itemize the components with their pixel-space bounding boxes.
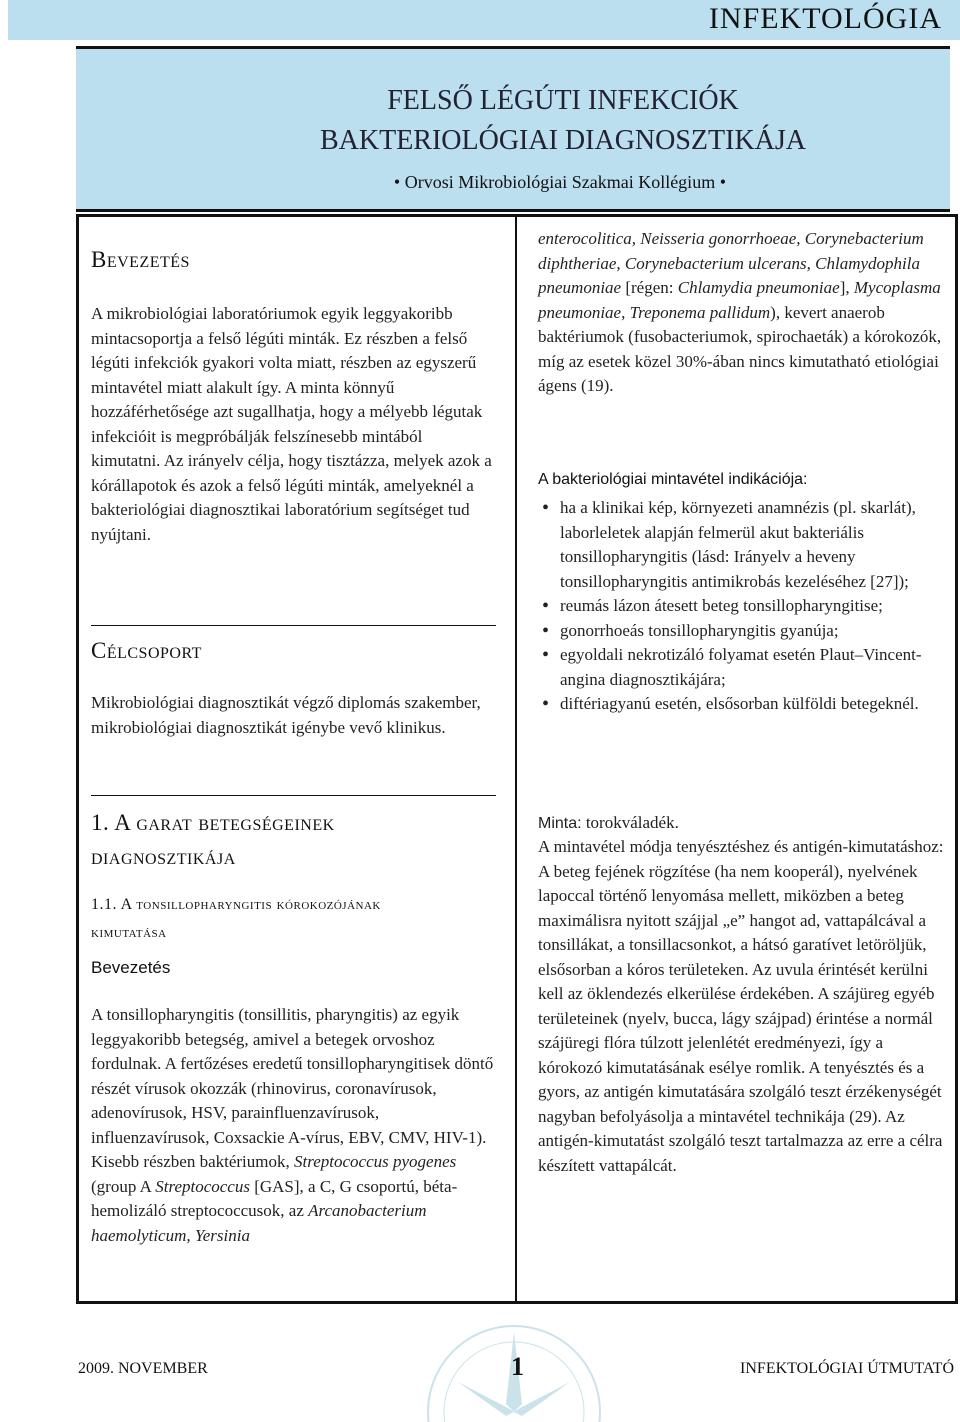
section-divider bbox=[91, 795, 496, 796]
indication-list bbox=[538, 496, 948, 717]
sampling-method-text: A mintavétel módja tenyésztéshez és antigén-kimutatáshoz: A beteg fejének rögzítése (ha nem kooperál), nyelvének lapoccal történő lenyomása mellett, miközben a beteg maximálisra nyitott szájjal „e” hangot ad, vattapálcával a tonsillákat, a tonsillacsonkot, a hátsó garatívet letöröljük, elsősorban a kóros területeken. Az uvula érintését kerülni kell az öklendezés elkerülése érdekében. A szájüreg egyéb területeinek (nyelv, bucca, lágy szájpad) érintése a normál szájüregi flóra túlzott jelenlétét eredményezi, így a kórokozó kimutatásának esélye romlik. A tenyésztés és a gyors, az antigén kimutatására szolgáló teszt érzékenységét nagyban befolyásolja a mintavétel technikája (29). Az antigén-kimutatást szolgáló teszt tartalmazza az erre a célra készített vattapálcát. bbox=[538, 837, 944, 1175]
celcsoport-text: Mikrobiológiai diagnosztikát végző diplomás szakember, mikrobiológiai diagnosztikát igénybe vevő klinikus. bbox=[91, 693, 481, 737]
footer-publication: INFEKTOLÓGIAI ÚTMUTATÓ bbox=[740, 1360, 954, 1377]
bevezetes-heading: Bevezetés bbox=[91, 247, 190, 272]
species-name: Streptococcus bbox=[155, 1176, 250, 1196]
species-name: Arcanobacterium haemolyticum, Yersinia bbox=[91, 1201, 427, 1245]
sample-line: Minta: torokváladék. bbox=[538, 813, 679, 832]
header-banner bbox=[8, 0, 960, 40]
species-name: Streptococcus pyogenes bbox=[294, 1152, 457, 1171]
list-item: • diftériagyanú esetén, elsősorban külföldi betegeknél. bbox=[538, 692, 948, 717]
tonsillopharyngitis-text: A tonsillopharyngitis (tonsillitis, pharyngitis) az egyik leggyakoribb betegség, amivel a betegek orvoshoz fordulnak. A fertőzéses eredetű tonsillopharyngitisek döntő részét vírusok okozzák (rhinovirus, coronavírusok, adenovírusok, HSV, parainfluenzavírusok, influenzavírusok, Coxsackie A-vírus, EBV, CMV, HIV-1). Kisebb részben baktériumok, Streptococcus pyogenes (group A Streptococcus [GAS], a C, G csoportú, béta-hemolizáló streptococcusok, az Arcanobacterium haemolyticum, Yersinia bbox=[91, 1005, 494, 1245]
title-line-2: BAKTERIOLÓGIAI DIAGNOSZTIKÁJA bbox=[319, 125, 807, 156]
section-label: INFEKTOLÓGIA bbox=[708, 2, 942, 35]
list-item: • egyoldali nekrotizáló folyamat esetén Plaut–Vincent-angina diagnosztikájára; bbox=[538, 643, 948, 692]
footer-date: 2009. NOVEMBER bbox=[78, 1360, 208, 1377]
section-1-heading: 1. A garat betegségeinek diagnosztikája bbox=[91, 810, 335, 869]
subsection-heading: Bevezetés bbox=[91, 958, 171, 977]
indication-heading: A bakteriológiai mintavétel indikációja: bbox=[538, 471, 808, 488]
page-number: 1 bbox=[511, 1352, 524, 1381]
right-column bbox=[515, 214, 958, 1304]
list-item: • gonorrhoeás tonsillopharyngitis gyanúja; bbox=[538, 619, 948, 644]
left-column bbox=[76, 214, 518, 1304]
bevezetes-text: A mikrobiológiai laboratóriumok egyik leggyakoribb mintacsoportja a felső légúti minták. Ez részben a felső légúti infekciók gyakori volta miatt, részben az egyszerű mintavétel miatt alakult így. A minta könnyű hozzáférhetősége azt sugallhatja, hogy a mélyebb légutak infekcióit is megpróbálják felszínesebb mintából kimutatni. Az irányelv célja, hogy tisztázza, melyek azok a kórállapotok és azok a felső légúti minták, amelyeknél a bakteriológiai diagnosztikai laboratórium segítséget tud nyújtani. bbox=[91, 304, 492, 544]
author-byline: • Orvosi Mikrobiológiai Szakmai Kollégium • bbox=[393, 172, 726, 192]
title-box bbox=[76, 46, 950, 212]
list-item: • reumás lázon átesett beteg tonsillopharyngitise; bbox=[538, 594, 948, 619]
sample-label: Minta: bbox=[538, 815, 582, 832]
section-divider bbox=[91, 625, 496, 626]
celcsoport-heading: Célcsoport bbox=[91, 638, 202, 663]
etiology-continuation: enterocolitica, Neisseria gonorrhoeae, Corynebacterium diphtheriae, Corynebacterium ulcerans, Chlamydophila pneumoniae [régen: Chlamydia pneumoniae], Mycoplasma pneumoniae, Treponema pallidum), kevert anaerob baktériumok (fusobacteriumok, spirochaeták) a kórokozók, míg az esetek közel 30%-ában nincs kimutatható etiológiai ágens (19). bbox=[538, 229, 942, 395]
list-item: • ha a klinikai kép, környezeti anamnézis (pl. skarlát), laborleletek alapján felmerül akut bakteriális tonsillopharyngitis (lásd: Irányelv a heveny tonsillopharyngitis antimikrobás kezeléséhez [27]); bbox=[538, 496, 948, 594]
section-1-1-heading: 1.1. A tonsillopharyngitis kórokozójának kimutatása bbox=[91, 896, 381, 941]
title-line-1: FELSŐ LÉGÚTI INFEKCIÓK bbox=[387, 85, 739, 116]
